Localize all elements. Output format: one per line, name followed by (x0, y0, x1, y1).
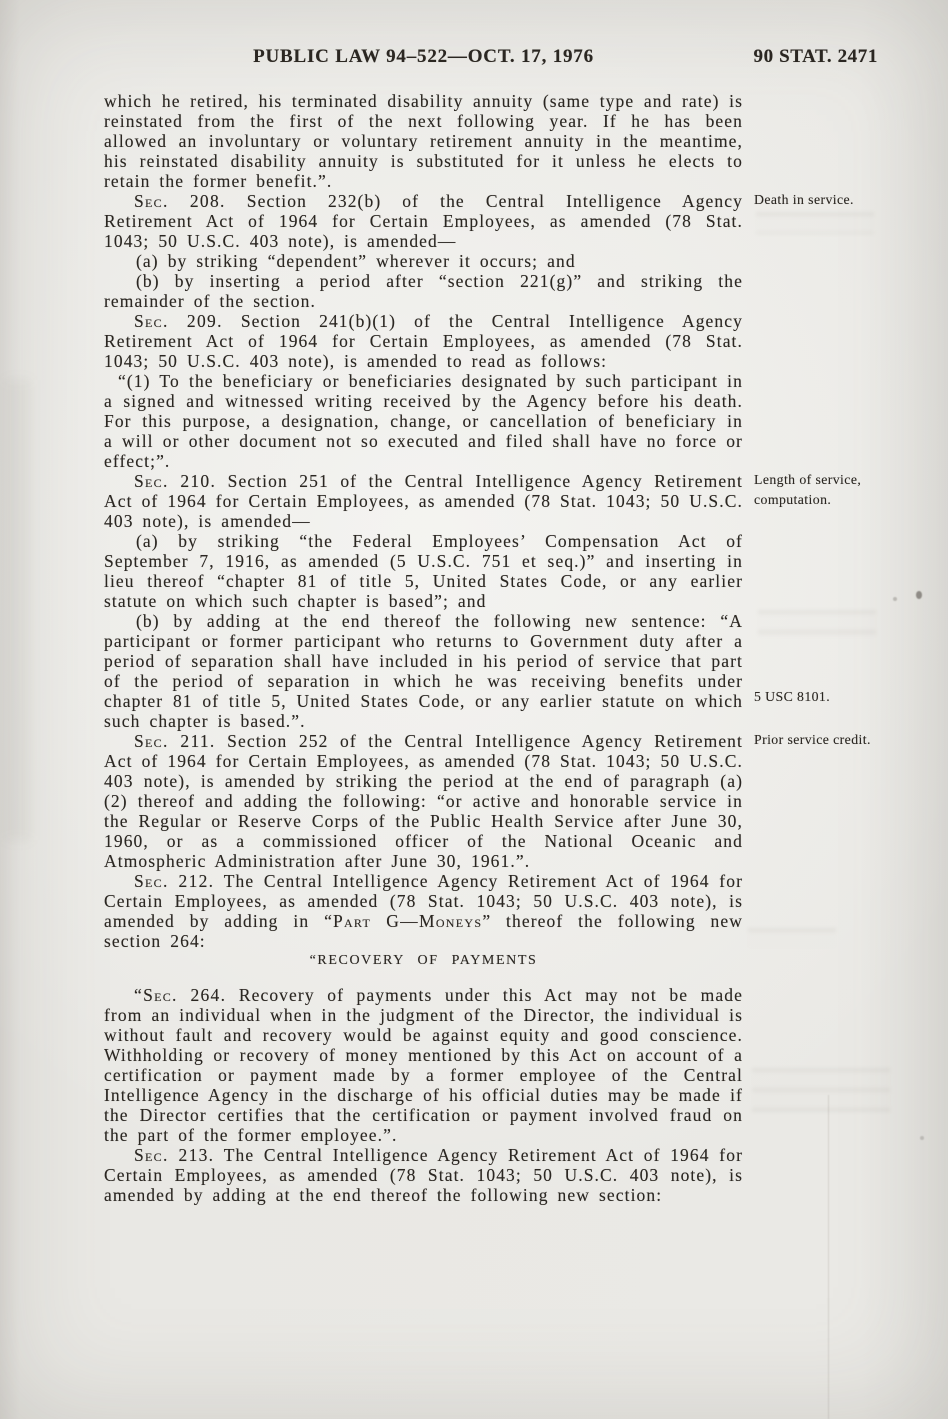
paragraph-text: Section 232(b) of the Central Intelligence Agency Retirement Act of 1964 for Certain Employees, as amended (78 Stat. 1043; 50 U.S.C. 403 note), is amended— (104, 191, 743, 251)
section-label-208: Sec. 208. (134, 191, 226, 211)
paragraph-text: Section 241(b)(1) of the Central Intelligence Agency Retirement Act of 1964 for Certain Employees, as amended (78 Stat. 1043; 50 U.S.C. 403 note), is amended to read as follows: (104, 311, 743, 371)
scan-speck (893, 597, 897, 601)
section-label-213: Sec. 213. (134, 1145, 215, 1165)
paragraph-sec-211 (104, 731, 743, 871)
paragraph-sec-208 (104, 191, 743, 251)
margin-note-length-of-service: Length of service, computation. (754, 472, 862, 507)
paragraph-continuation: which he retired, his terminated disability annuity (same type and rate) is reinstated from the first of the next following year. If he has been allowed an involuntary or voluntary retirement annuity in the meantime, his reinstated disability annuity is substituted for it unless he elects to retain the former benefit.”. (104, 91, 743, 191)
scan-speck (920, 1136, 924, 1140)
clause-208-a: (a) by striking “dependent” wherever it occurs; and (136, 251, 576, 271)
paragraph-text: The Central Intelligence Agency Retirement Act of 1964 for Certain Employees, as amended (78 Stat. 1043; 50 U.S.C. 403 note), is amended by adding in “ (104, 871, 743, 931)
clause-210-a: (a) by striking “the Federal Employees’ Compensation Act of September 7, 1916, as amended (5 U.S.C. 751 et seq.)” and inserting in lieu thereof “chapter 81 of title 5, United States Code, or any earlier statute on which such chapter is based”; and (104, 531, 743, 611)
margin-note-prior-service-credit: Prior service credit. (754, 732, 871, 747)
quoted-paragraph-1: “(1) To the beneficiary or beneficiaries designated by such participant in a signed and witnessed writing received by the Agency before his death. For this purpose, a designation, change, or cancellation of beneficiary in a will or other document not so executed and filed shall have no force or effect;”. (104, 371, 743, 471)
paragraph-text: Section 251 of the Central Intelligence Agency Retirement Act of 1964 for Certain Employees, as amended (78 Stat. 1043; 50 U.S.C. 403 note), is amended— (104, 471, 743, 531)
body-text-column (104, 91, 743, 1205)
paragraph-sec-264 (104, 985, 743, 1145)
part-g-moneys-smallcaps: Part G—Moneys (332, 911, 483, 931)
section-label-212: Sec. 212. (134, 871, 215, 891)
running-head-law-title: PUBLIC LAW 94–522—OCT. 17, 1976 (253, 46, 594, 67)
bleedthrough-smudge (748, 928, 836, 948)
section-label-209: Sec. 209. (134, 311, 223, 331)
paragraph-text: ” thereof the following new section 264: (104, 911, 743, 951)
paragraph-sec-209 (104, 311, 743, 371)
scan-fold-line (828, 1095, 829, 1419)
margin-note-5-usc-8101: 5 USC 8101. (754, 689, 831, 704)
paragraph-text: The Central Intelligence Agency Retirement Act of 1964 for Certain Employees, as amended (78 Stat. 1043; 50 U.S.C. 403 note), is amended by adding at the end thereof the following new section: (104, 1145, 743, 1205)
bleedthrough-smudge (758, 610, 876, 638)
margin-note-death-in-service: Death in service. (754, 192, 854, 207)
paragraph-sec-210 (104, 471, 743, 531)
clause-208-b: (b) by inserting a period after “section 221(g)” and striking the remainder of the section. (104, 271, 743, 311)
scan-streak (6, 380, 30, 840)
paragraph-sec-213 (104, 1145, 743, 1205)
clause-210-b: (b) by adding at the end thereof the following new sentence: “A participant or former participant who returns to Government duty after a period of separation shall have included in his period of service that part of the period of separation in which he was receiving benefits under chapter 81 of title 5, United States Code, or any earlier statute on which such chapter is based.”. (104, 611, 743, 731)
paragraph-text: Recovery of payments under this Act may not be made from an individual when in the judgment of the Director, the individual is without fault and recovery would be against equity and good conscience. Withholding or recovery of money mentioned by this Act on account of a certification or payment made by a former employee of the Central Intelligence Agency in the discharge of his official duties may be made if the Director certifies that the certification or payment involved fraud on the part of the former employee.”. (104, 985, 743, 1145)
running-head-stat-page: 90 STAT. 2471 (753, 46, 878, 67)
bleedthrough-smudge (756, 212, 874, 234)
section-heading-recovery-of-payments: “RECOVERY OF PAYMENTS (309, 953, 538, 968)
paragraph-text: Section 252 of the Central Intelligence Agency Retirement Act of 1964 for Certain Employees, as amended (78 Stat. 1043; 50 U.S.C. 403 note), is amended by striking the period at the end of paragraph (a)(2) thereof and adding the following: “or active and honorable service in the Regular or Reserve Corps of the Public Health Service after June 30, 1960, or as a commissioned officer of the National Oceanic and Atmospheric Administration after June 30, 1961.”. (104, 731, 743, 871)
bleedthrough-smudge (752, 1068, 890, 1112)
scan-speck (916, 591, 922, 599)
section-label-210: Sec. 210. (134, 471, 217, 491)
paragraph-sec-212 (104, 871, 743, 951)
section-label-211: Sec. 211. (134, 731, 216, 751)
section-label-264: “Sec. 264. (134, 985, 227, 1005)
